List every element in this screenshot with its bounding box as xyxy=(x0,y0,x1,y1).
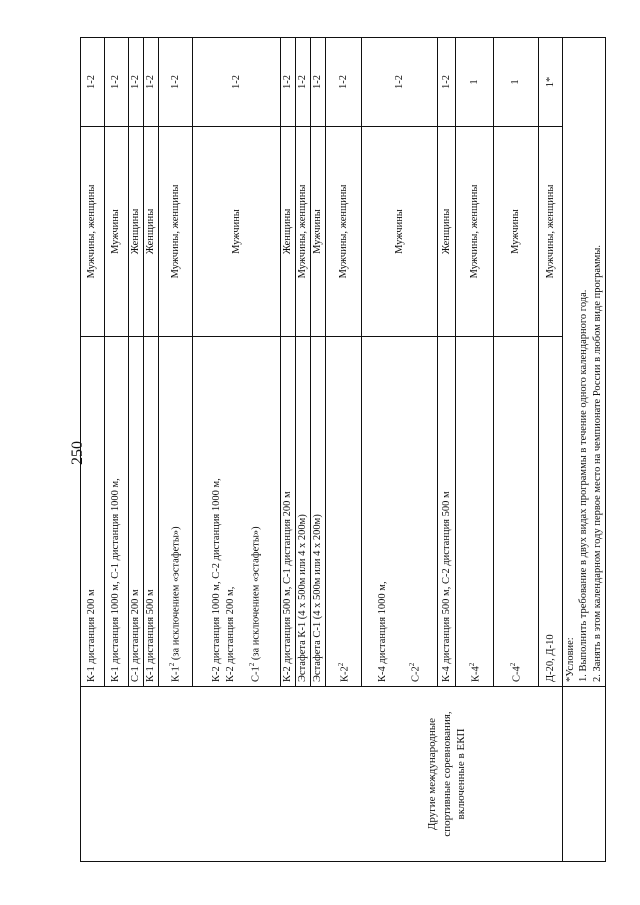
discipline-cell xyxy=(326,337,362,687)
gender-cell: Мужчины xyxy=(494,127,539,337)
discipline-cell xyxy=(456,337,494,687)
page-number: 250 xyxy=(69,441,86,465)
discipline-cell: К-1 дистанция 200 м xyxy=(81,337,105,687)
discipline-text: (за исключением «эстафеты») xyxy=(250,526,262,663)
gender-cell: Мужчины xyxy=(311,127,326,337)
discipline-cell: С-1 дистанция 200 м xyxy=(129,337,144,687)
discipline-cell: К-1 дистанция 500 м xyxy=(144,337,159,687)
footnote-mark: 2 xyxy=(168,662,177,667)
discipline-cell xyxy=(362,337,438,687)
discipline-cell xyxy=(494,337,539,687)
notes-item: 2. Занять в этом календарном году первое место на чемпионате России в любом виде программы. xyxy=(591,245,603,682)
gender-cell: Мужчины, женщины xyxy=(326,127,362,337)
value-cell: 1 xyxy=(456,38,494,127)
value-cell: 1-2 xyxy=(193,38,281,127)
value-cell: 1* xyxy=(539,38,563,127)
value-cell: 1-2 xyxy=(281,38,296,127)
value-cell: 1-2 xyxy=(326,38,362,127)
value-cell: 1-2 xyxy=(438,38,456,127)
discipline-text: С-2 xyxy=(410,666,422,682)
discipline-line: К-2 дистанция 1000 м, С-2 дистанция 1000 м, xyxy=(210,478,222,682)
discipline-line xyxy=(238,341,264,682)
value-cell: 1-2 xyxy=(362,38,438,127)
discipline-text: С-4 xyxy=(511,666,523,682)
value-cell: 1-2 xyxy=(105,38,129,127)
discipline-cell: К-4 дистанция 500 м, С-2 дистанция 500 м xyxy=(438,337,456,687)
gender-cell: Мужчины xyxy=(105,127,129,337)
gender-cell: Мужчины xyxy=(193,127,281,337)
value-cell: 1-2 xyxy=(296,38,311,127)
table-row xyxy=(81,38,105,862)
discipline-cell xyxy=(159,337,193,687)
value-cell: 1-2 xyxy=(159,38,193,127)
discipline-cell: Д-20, Д-10 xyxy=(539,337,563,687)
requirements-table xyxy=(80,37,606,862)
discipline-text: (за исключением «эстафеты») xyxy=(170,526,182,663)
blank-cell xyxy=(563,687,605,862)
discipline-text: С-1 xyxy=(250,666,262,682)
value-cell: 1-2 xyxy=(129,38,144,127)
footnote-mark: 2 xyxy=(467,662,476,667)
gender-cell: Мужчины, женщины xyxy=(456,127,494,337)
gender-cell: Мужчины xyxy=(362,127,438,337)
footnote-mark: 2 xyxy=(247,662,256,667)
gender-cell: Женщины xyxy=(438,127,456,337)
discipline-cell: К-1 дистанция 1000 м, С-1 дистанция 1000 м, xyxy=(105,337,129,687)
discipline-cell: Эстафета К-1 (4 х 500м или 4 х 200м) xyxy=(296,337,311,687)
gender-cell: Женщины xyxy=(129,127,144,337)
notes-cell xyxy=(563,38,605,687)
gender-cell: Мужчины, женщины xyxy=(81,127,105,337)
footnote-mark: 2 xyxy=(336,662,345,667)
gender-cell: Мужчины, женщины xyxy=(296,127,311,337)
value-cell: 1-2 xyxy=(81,38,105,127)
discipline-line: К-2 дистанция 200 м, xyxy=(224,586,236,682)
value-cell: 1-2 xyxy=(144,38,159,127)
notes-title: *Условие: xyxy=(565,637,577,682)
category-cell xyxy=(81,687,563,862)
value-cell: 1-2 xyxy=(311,38,326,127)
discipline-text: К-4 xyxy=(470,666,482,682)
discipline-line: К-4 дистанция 1000 м, xyxy=(377,581,388,682)
gender-cell: Женщины xyxy=(144,127,159,337)
notes-item: 1. Выполнить требование в двух видах программы в течение одного календарного года. xyxy=(578,289,590,682)
value-cell: 1 xyxy=(494,38,539,127)
discipline-cell: К-2 дистанция 500 м, С-1 дистанция 200 м xyxy=(281,337,296,687)
footnote-mark: 2 xyxy=(509,662,518,667)
gender-cell: Женщины xyxy=(281,127,296,337)
footnote-mark: 2 xyxy=(408,662,417,667)
discipline-text: К-2 xyxy=(339,666,351,682)
category-label: Другие международные спортивные соревнования, включенные в ЕКП xyxy=(426,711,467,837)
discipline-line xyxy=(407,341,424,682)
discipline-text: К-1 xyxy=(170,666,182,682)
rotated-table-container xyxy=(80,38,603,862)
gender-cell: Мужчины, женщины xyxy=(539,127,563,337)
discipline-cell xyxy=(193,337,281,687)
discipline-cell: Эстафета С-1 (4 х 500м или 4 х 200м) xyxy=(311,337,326,687)
notes-row xyxy=(563,38,605,862)
gender-cell: Мужчины, женщины xyxy=(159,127,193,337)
